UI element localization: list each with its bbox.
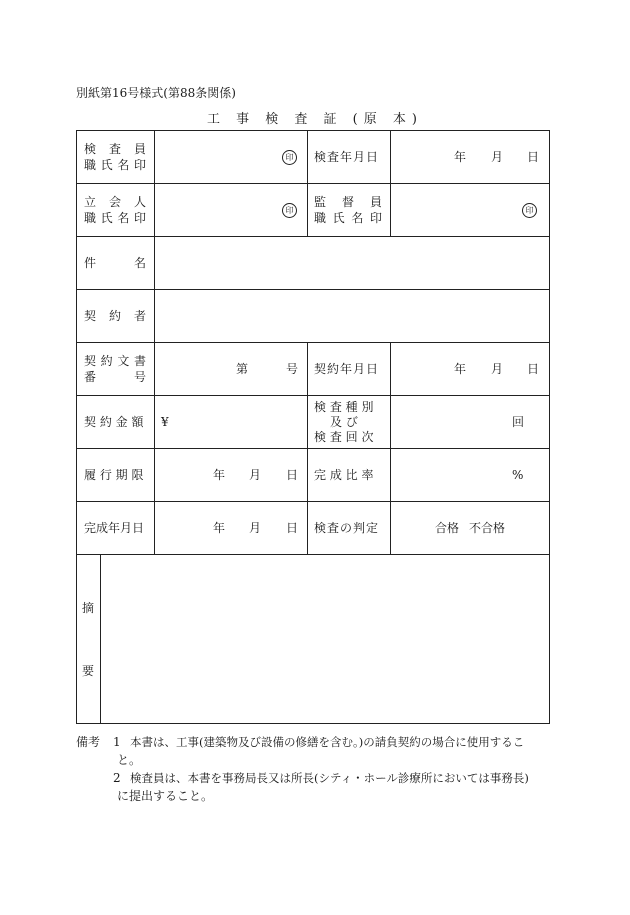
contract-doc-label-line2: 番 号 [84,370,146,384]
completion-day: 日 [286,521,299,535]
deadline-month: 月 [249,468,262,482]
inspection-count-unit: 回 [512,415,525,429]
deadline-label: 履 行 期 限 [84,468,144,482]
contract-amount-label: 契 約 金 額 [84,415,144,429]
row-divider [76,501,549,502]
row-divider [76,289,549,290]
note-1-line2: と。 [117,753,142,767]
witness-label-line1: 立 会 人 [84,195,146,209]
inspector-label-line1: 検 査 員 [84,142,146,156]
inspection-date-month: 月 [491,150,504,164]
summary-label-top: 摘 [82,601,95,615]
col-divider [390,130,391,236]
note-2-number: 2 [113,771,121,785]
contract-date-label: 契約年月日 [314,362,380,376]
form-number: 別紙第16号様式(第88条関係) [76,86,236,100]
note-2-line1: 検査員は、本書を事務局長又は所長(シティ・ホール診療所においては事務長) [130,771,529,785]
supervisor-label-line1: 監 督 員 [314,195,382,209]
seal-icon: 印 [522,203,537,218]
contractor-label: 契 約 者 [84,309,146,323]
row-divider [76,236,549,237]
percent-sign: % [512,468,524,482]
judgment-label: 検査の判定 [314,521,380,535]
col-divider [307,342,308,554]
inspector-label [84,141,146,173]
row-divider [76,342,549,343]
inspection-type-label-line2: 及 び [330,415,358,429]
document-title: 工 事 検 査 証 (原 本) [207,112,423,127]
inspection-type-label-line1: 検 査 種 別 [314,400,374,414]
supervisor-label [314,194,382,226]
row-divider [76,395,549,396]
inspection-date-label: 検査年月日 [314,150,380,164]
completion-year: 年 [213,521,226,535]
contract-doc-label-line1: 契 約 文 書 [84,354,146,368]
row-divider [76,183,549,184]
col-divider [100,554,101,724]
inspection-type-label-line3: 検 査 回 次 [314,430,374,444]
inspector-label-line2: 職 氏 名 印 [84,158,146,172]
note-1-line1: 本書は、工事(建築物及び設備の修繕を含む。)の請負契約の場合に使用するこ [130,735,525,749]
contract-date-year: 年 [454,362,467,376]
summary-label-bottom: 要 [82,664,95,678]
inspection-date-year: 年 [454,150,467,164]
currency-symbol: ¥ [161,415,169,429]
result-pass: 合格 [435,521,460,535]
seal-icon: 印 [282,203,297,218]
contract-no-prefix: 第 [236,362,249,376]
note-2-line2: に提出すること。 [117,789,214,803]
deadline-day: 日 [286,468,299,482]
notes-heading: 備考 [76,735,101,749]
contract-date-month: 月 [491,362,504,376]
deadline-year: 年 [213,468,226,482]
col-divider [307,130,308,236]
project-name-label: 件 名 [84,256,146,270]
result-fail: 不合格 [469,521,506,535]
row-divider [76,554,549,555]
contract-doc-label [84,353,146,385]
col-divider [390,342,391,554]
row-divider [76,448,549,449]
col-divider [154,130,155,554]
note-1-number: 1 [113,735,121,749]
inspection-table [76,130,550,724]
supervisor-label-line2: 職 氏 名 印 [314,211,382,225]
inspection-date-day: 日 [527,150,540,164]
contract-no-suffix: 号 [286,362,299,376]
completion-month: 月 [249,521,262,535]
completion-date-label: 完成年月日 [84,521,145,535]
witness-label-line2: 職 氏 名 印 [84,211,146,225]
seal-icon: 印 [282,150,297,165]
witness-label [84,194,146,226]
contract-date-day: 日 [527,362,540,376]
completion-ratio-label: 完 成 比 率 [314,468,374,482]
